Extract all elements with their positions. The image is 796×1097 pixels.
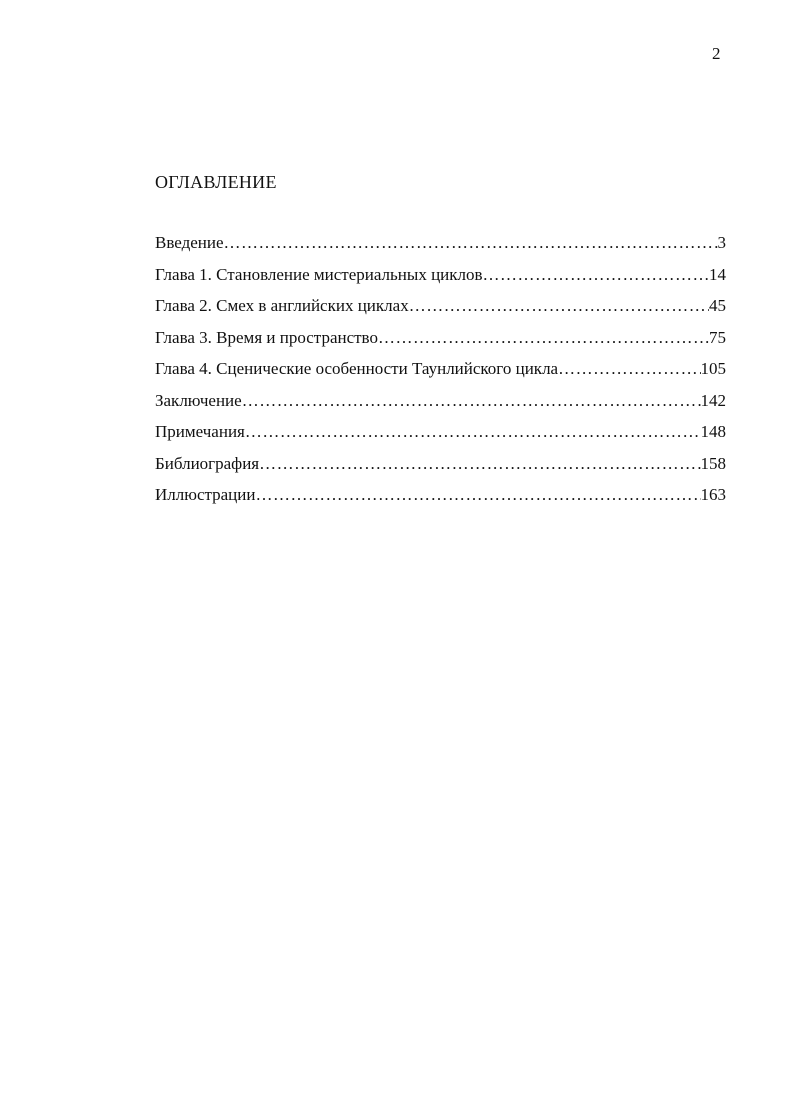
toc-entry-bibliography [155,454,726,486]
toc-entry-page: 163 [700,485,726,504]
toc-entry-notes [155,422,726,454]
toc-entry-page: 158 [700,453,726,473]
dot-leader [378,328,709,348]
toc-entry-page: 75 [709,327,726,347]
dot-leader [224,233,718,253]
toc-entry-label: Глава 2. Смех в английских циклах [155,296,409,315]
toc-entry-chapter-2 [155,296,726,328]
toc-entry-page: 14 [709,264,726,284]
toc-entry-label: Заключение [155,390,242,410]
toc-entry-page: 105 [700,359,726,378]
dot-leader [255,485,700,505]
toc-entry-chapter-4 [155,359,726,391]
toc-entry-label: Глава 1. Становление мистериальных циклов [155,264,483,284]
toc-entry-conclusion [155,391,726,423]
toc-entry-chapter-3 [155,328,726,360]
dot-leader [259,454,700,474]
toc-entry-chapter-1 [155,265,726,297]
dot-leader [409,296,709,316]
page-number: 2 [712,44,721,63]
toc-entry-page: 3 [717,233,726,252]
toc-entry-label: Иллюстрации [155,485,256,504]
toc-entry-label: Введение [155,233,224,252]
toc-title: ОГЛАВЛЕНИЕ [155,172,277,192]
toc-entry-illustrations [155,485,726,517]
toc-entry-introduction [155,233,726,265]
dot-leader [245,422,701,442]
toc-entry-page: 45 [709,296,726,315]
table-of-contents [155,233,726,517]
toc-entry-page: 148 [700,422,726,441]
dot-leader [558,359,700,379]
toc-entry-label: Библиография [155,453,260,473]
toc-entry-label: Примечания [155,422,245,441]
dot-leader [483,265,709,285]
toc-entry-label: Глава 4. Сценические особенности Таунлийского цикла [155,359,559,378]
dot-leader [242,391,701,411]
toc-entry-page: 142 [700,390,726,410]
toc-entry-label: Глава 3. Время и пространство [155,327,378,347]
